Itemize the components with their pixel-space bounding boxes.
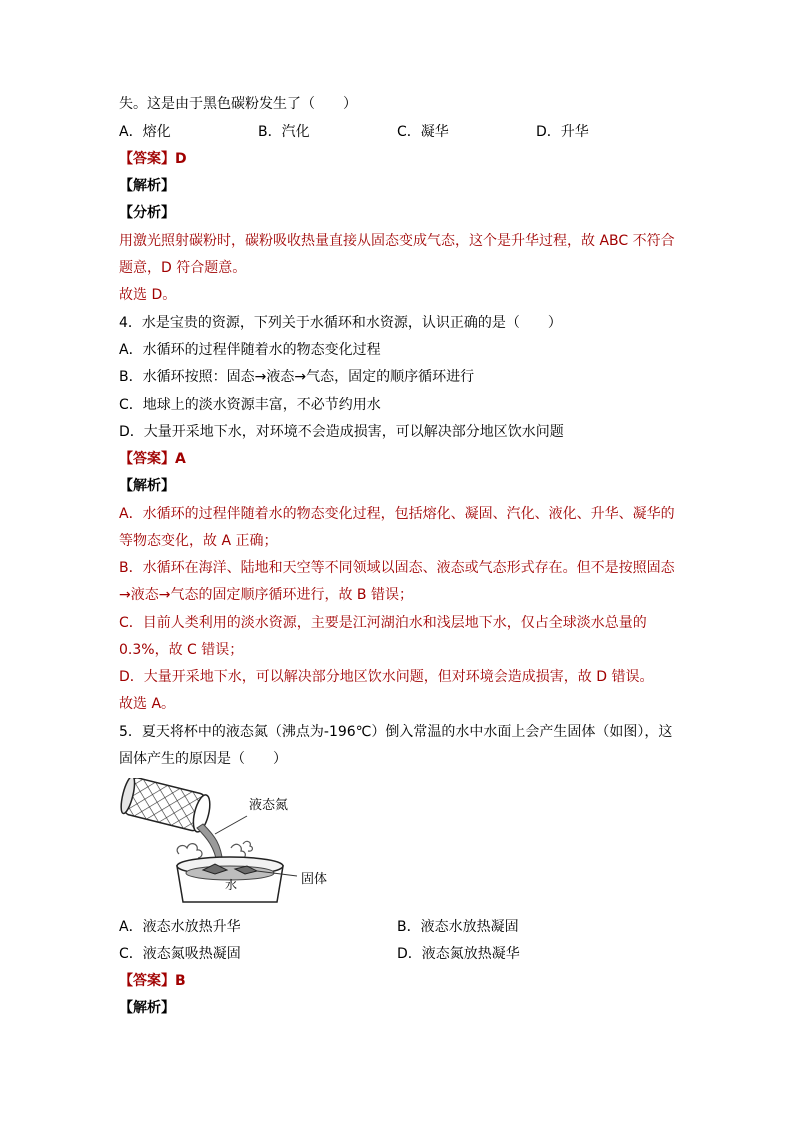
q5-option-a: A．液态水放热升华: [119, 919, 241, 935]
q3-answer: 【答案】D: [119, 151, 187, 167]
q5-stem-line: 固体产生的原因是（ ）: [119, 751, 287, 767]
q4-analysis-label: 【解析】: [119, 478, 175, 494]
liquid-nitrogen-figure: [119, 778, 334, 908]
q4-answer: 【答案】A: [119, 451, 186, 467]
tilted-cup: [119, 778, 213, 834]
q3-analysis-line: 题意，D 符合题意。: [119, 260, 247, 276]
q4-analysis-line: B．水循环在海洋、陆地和天空等不同领域以固态、液态或气态形式存在。但不是按照固态: [119, 560, 675, 576]
q4-analysis-line: 等物态变化，故 A 正确；: [119, 533, 278, 549]
label-water: 水: [225, 878, 238, 892]
q4-stem: 4．水是宝贵的资源，下列关于水循环和水资源，认识正确的是（ ）: [119, 315, 562, 331]
q5-option-c: C．液态氮吸热凝固: [119, 946, 241, 962]
q3-option-b: B．汽化: [258, 124, 310, 140]
q5-analysis-label: 【解析】: [119, 1000, 175, 1016]
q5-answer: 【答案】B: [119, 973, 186, 989]
q5-stem-line: 5．夏天将杯中的液态氮（沸点为-196℃）倒入常温的水中水面上会产生固体（如图），这: [119, 724, 673, 740]
q5-option-d: D．液态氮放热凝华: [397, 946, 520, 962]
q4-analysis-line: →液态→气态的固定顺序循环进行，故 B 错误；: [119, 587, 413, 603]
q3-option-a: A．熔化: [119, 124, 171, 140]
q4-analysis-line: D．大量开采地下水，可以解决部分地区饮水问题，但对环境会造成损害，故 D 错误。: [119, 669, 654, 685]
q3-stem-tail: 失。这是由于黑色碳粉发生了（ ）: [119, 96, 357, 112]
label-solid: 固体: [301, 872, 328, 887]
q4-option-c: C．地球上的淡水资源丰富，不必节约用水: [119, 397, 381, 413]
q5-option-b: B．液态水放热凝固: [397, 919, 519, 935]
q4-option-d: D．大量开采地下水，对环境不会造成损害，可以解决部分地区饮水问题: [119, 424, 564, 440]
label-liquid-nitrogen: 液态氮: [249, 798, 289, 813]
leader-line-nitrogen: [215, 816, 247, 834]
q3-conclusion: 故选 D。: [119, 287, 177, 303]
q4-conclusion: 故选 A。: [119, 696, 176, 712]
q3-option-d: D．升华: [536, 124, 589, 140]
q3-analysis-line: 用激光照射碳粉时，碳粉吸收热量直接从固态变成气态，这个是升华过程，故 ABC 不符合: [119, 233, 675, 249]
q3-analysis-label: 【解析】: [119, 178, 175, 194]
q3-sub-label: 【分析】: [119, 205, 175, 221]
q4-analysis-line: A．水循环的过程伴随着水的物态变化过程，包括熔化、凝固、汽化、液化、升华、凝华的: [119, 506, 675, 522]
q3-option-c: C．凝华: [397, 124, 449, 140]
q4-option-a: A．水循环的过程伴随着水的物态变化过程: [119, 342, 381, 358]
q4-option-b: B．水循环按照：固态→液态→气态，固定的顺序循环进行: [119, 369, 475, 385]
q4-analysis-line: 0.3%，故 C 错误；: [119, 642, 244, 658]
q4-analysis-line: C．目前人类利用的淡水资源，主要是江河湖泊水和浅层地下水，仅占全球淡水总量的: [119, 615, 647, 631]
